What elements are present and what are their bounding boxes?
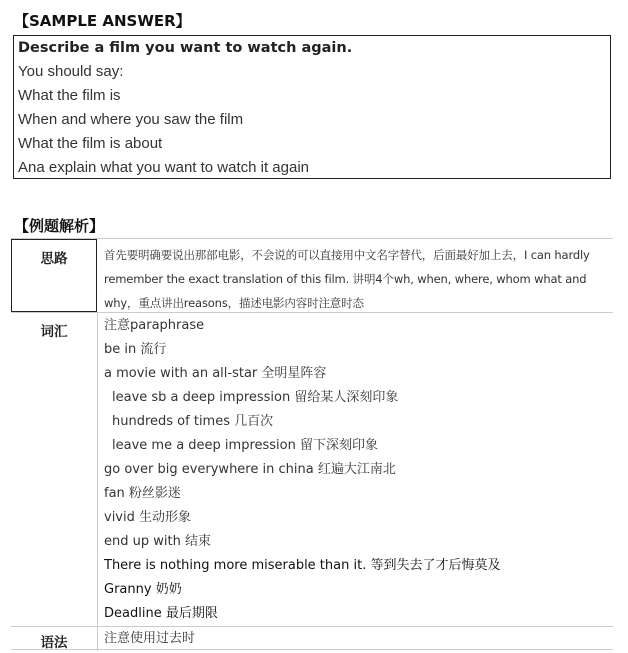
task-line: Ana explain what you want to watch it again — [18, 159, 310, 176]
vocabulary-list — [104, 313, 605, 626]
vocab-item: a movie with an all-star 全明星阵容 — [104, 366, 327, 381]
vocab-item: end up with 结束 — [104, 534, 211, 549]
vocab-item: fan 粉丝影迷 — [104, 486, 181, 501]
vocab-item: Deadline 最后期限 — [104, 606, 218, 621]
task-line: When and where you saw the film — [18, 111, 244, 128]
task-title: Describe a film you want to watch again. — [18, 40, 353, 56]
thinking-text: 首先要明确要说出那部电影，不会说的可以直接用中文名字替代，后面最好加上去，I can hardly remember the exact translation of this film. 讲明4个wh, when, where, whom what and why，重点讲出reasons，描述电影内容时注意时态 — [104, 248, 590, 310]
vocabulary-label: 词汇 — [11, 313, 98, 627]
task-line: You should say: — [18, 63, 124, 80]
analysis-table — [11, 238, 613, 650]
table-bottom-border — [11, 649, 613, 650]
task-card — [13, 35, 611, 179]
vocab-item: There is nothing more miserable than it. 等到失去了才后悔莫及 — [104, 558, 501, 573]
vocab-item: go over big everywhere in china 红遍大江南北 — [104, 462, 396, 477]
grammar-row — [11, 626, 613, 651]
vocab-item: leave me a deep impression 留下深刻印象 — [112, 438, 378, 453]
thinking-row — [11, 238, 613, 313]
task-line: What the film is — [18, 87, 121, 104]
sample-answer-heading: 【SAMPLE ANSWER】 — [14, 12, 191, 30]
vocab-item: 注意paraphrase — [104, 318, 205, 333]
analysis-heading: 【例题解析】 — [14, 217, 105, 235]
task-line: What the film is about — [18, 135, 163, 152]
vocab-item: vivid 生动形象 — [104, 510, 191, 525]
vocab-item: hundreds of times 几百次 — [112, 414, 274, 429]
grammar-text: 注意使用过去时 — [104, 631, 196, 646]
vocabulary-row — [11, 312, 613, 627]
vocab-item: leave sb a deep impression 留给某人深刻印象 — [112, 390, 399, 405]
grammar-label: 语法 — [11, 627, 98, 651]
thinking-label: 思路 — [11, 239, 97, 312]
vocab-item: be in 流行 — [104, 342, 167, 357]
vocab-item: Granny 奶奶 — [104, 582, 182, 597]
